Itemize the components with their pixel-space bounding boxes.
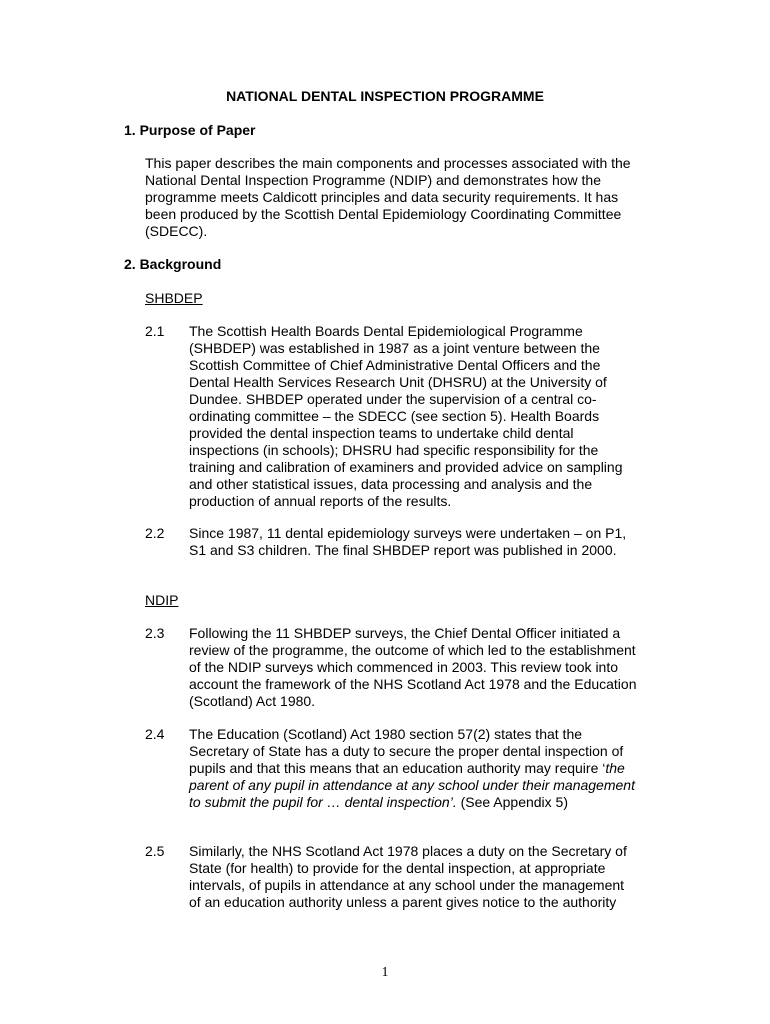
subheading-shbdep: SHBDEP <box>145 290 203 306</box>
item-2-1-number: 2.1 <box>145 323 165 339</box>
item-2-5-text: Similarly, the NHS Scotland Act 1978 places a duty on the Secretary of State (for health) to provide for the dental inspection, at appropriate intervals, of pupils in attendance at any school under the management of an education authority unless a parent gives notice to the authority <box>189 843 627 910</box>
item-2-5-number: 2.5 <box>145 843 165 859</box>
item-2-4-text <box>189 726 637 811</box>
item-2-4-number: 2.4 <box>145 726 165 742</box>
section-2-heading: 2. Background <box>124 256 222 272</box>
section-1-heading: 1. Purpose of Paper <box>124 122 256 138</box>
page-number: 1 <box>381 965 389 980</box>
section-1-paragraph: This paper describes the main components and processes associated with the National Dental Inspection Programme (NDIP) and demonstrates how the programme meets Caldicott principles and data security requirements. It has been produced by the Scottish Dental Epidemiology Coordinating Committee (SDECC). <box>145 155 631 239</box>
item-2-4-text-end: (See Appendix 5) <box>456 794 568 810</box>
document-title: NATIONAL DENTAL INSPECTION PROGRAMME <box>226 88 544 104</box>
item-2-1-text: The Scottish Health Boards Dental Epidemiological Programme (SHBDEP) was established in 1987 as a joint venture between the Scottish Committee of Chief Administrative Dental Officers and the Dental Health Services Research Unit (DHSRU) at the University of Dundee. SHBDEP operated under the supervision of a central co-ordinating committee – the SDECC (see section 5). Health Boards provided the dental inspection teams to undertake child dental inspections (in schools); DHSRU had specific responsibility for the training and calibration of examiners and provided advice on sampling and other statistical issues, data processing and analysis and the production of annual reports of the results. <box>189 323 623 509</box>
item-2-3-text: Following the 11 SHBDEP surveys, the Chief Dental Officer initiated a review of the programme, the outcome of which led to the establishment of the NDIP surveys which commenced in 2003. This review took into account the framework of the NHS Scotland Act 1978 and the Education (Scotland) Act 1980. <box>189 625 637 709</box>
item-2-3-number: 2.3 <box>145 625 165 641</box>
item-2-4-text-start: The Education (Scotland) Act 1980 section 57(2) states that the Secretary of State has a duty to secure the proper dental inspection of pupils and that this means that an education authority may require ‘ <box>189 726 624 776</box>
item-2-4-quote: the parent of any pupil in attendance at any school under their management to submit the pupil for … dental inspection’. <box>189 760 635 810</box>
item-2-2-text: Since 1987, 11 dental epidemiology surveys were undertaken – on P1, S1 and S3 children. The final SHBDEP report was published in 2000. <box>189 525 627 558</box>
subheading-ndip: NDIP <box>145 592 179 608</box>
item-2-2-number: 2.2 <box>145 525 165 541</box>
